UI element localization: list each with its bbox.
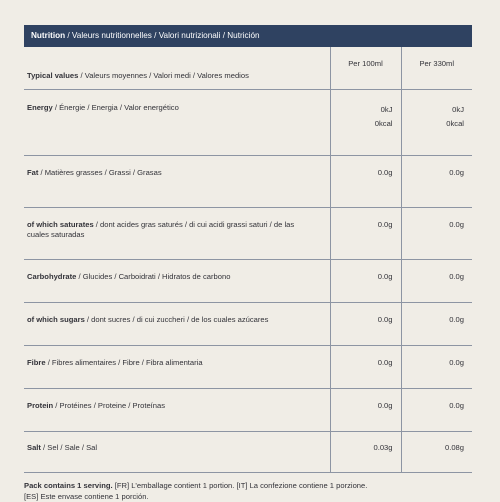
row-label-bold: of which saturates — [27, 220, 94, 229]
table-row-salt — [24, 432, 472, 473]
row-label-bold: Fat — [27, 168, 38, 177]
column-header-label — [24, 47, 330, 90]
value-cell-100: 0.0g — [330, 260, 401, 303]
column-header-label-bold: Typical values — [27, 71, 78, 80]
row-label-cell — [24, 156, 330, 208]
row-label-rest: / dont sucres / di cui zuccheri / de los cuales azúcares — [85, 315, 269, 324]
table-row-energy — [24, 90, 472, 156]
table-row-fibre — [24, 346, 472, 389]
value-cell-330: 0.08g — [401, 432, 472, 473]
column-header-per-330ml: Per 330ml — [401, 47, 472, 90]
row-label-rest: / Énergie / Energia / Valor energético — [53, 103, 179, 112]
row-label-cell — [24, 260, 330, 303]
table-row-fat — [24, 156, 472, 208]
table-row-carbohydrate — [24, 260, 472, 303]
value-cell-330: 0.0g — [401, 156, 472, 208]
value-cell-100: 0.0g — [330, 156, 401, 208]
row-label-rest: / Glucides / Carboidrati / Hidratos de carbono — [76, 272, 230, 281]
row-label-cell — [24, 432, 330, 473]
footnote-line-1 — [24, 481, 472, 492]
row-label-bold: of which sugars — [27, 315, 85, 324]
value-cell-100: 0.03g — [330, 432, 401, 473]
table-header-row — [24, 47, 472, 90]
footnote-bold: Pack contains 1 serving. — [24, 481, 113, 490]
value-cell-330: 0.0g — [401, 389, 472, 432]
value-cell-100: 0.0g — [330, 389, 401, 432]
row-label-cell — [24, 208, 330, 260]
value-cell-330: 0.0g — [401, 208, 472, 260]
row-label-rest: / Fibres alimentaires / Fibre / Fibra alimentaria — [46, 358, 203, 367]
header-title-bold: Nutrition — [31, 31, 65, 40]
nutrition-header — [24, 25, 472, 47]
value-cell-100: 0.0g — [330, 208, 401, 260]
row-label-rest: / Matières grasses / Grassi / Grasas — [38, 168, 161, 177]
row-label-cell — [24, 90, 330, 156]
table-row-protein — [24, 389, 472, 432]
footnote-line-2: [ES] Este envase contiene 1 porción. — [24, 492, 472, 502]
nutrition-panel — [24, 25, 472, 502]
row-label-cell — [24, 346, 330, 389]
row-label-rest: / Sel / Sale / Sal — [41, 443, 97, 452]
table-row-saturates — [24, 208, 472, 260]
value-cell-330: 0.0g — [401, 346, 472, 389]
footnote-rest: [FR] L'emballage contient 1 portion. [IT] La confezione contiene 1 porzione. — [113, 481, 368, 490]
nutrition-table — [24, 47, 472, 473]
energy-kcal-100: 0kcal — [331, 117, 393, 131]
value-cell-100 — [330, 90, 401, 156]
value-cell-330 — [401, 90, 472, 156]
row-label-rest: / dont acides gras saturés / di cui acidi grassi saturi / de las cuales saturadas — [27, 220, 294, 239]
table-row-sugars — [24, 303, 472, 346]
row-label-cell — [24, 389, 330, 432]
value-cell-100: 0.0g — [330, 346, 401, 389]
row-label-rest: / Protéines / Proteine / Proteínas — [53, 401, 165, 410]
serving-footnote — [24, 481, 472, 502]
header-title-rest: / Valeurs nutritionnelles / Valori nutrizionali / Nutrición — [65, 31, 259, 40]
energy-kj-330: 0kJ — [402, 103, 465, 117]
row-label-bold: Salt — [27, 443, 41, 452]
value-cell-100: 0.0g — [330, 303, 401, 346]
value-cell-330: 0.0g — [401, 303, 472, 346]
column-header-per-100ml: Per 100ml — [330, 47, 401, 90]
energy-kj-100: 0kJ — [331, 103, 393, 117]
row-label-bold: Carbohydrate — [27, 272, 76, 281]
value-cell-330: 0.0g — [401, 260, 472, 303]
energy-kcal-330: 0kcal — [402, 117, 465, 131]
row-label-bold: Energy — [27, 103, 53, 112]
column-header-label-rest: / Valeurs moyennes / Valori medi / Valores medios — [78, 71, 249, 80]
row-label-bold: Protein — [27, 401, 53, 410]
row-label-bold: Fibre — [27, 358, 46, 367]
row-label-cell — [24, 303, 330, 346]
